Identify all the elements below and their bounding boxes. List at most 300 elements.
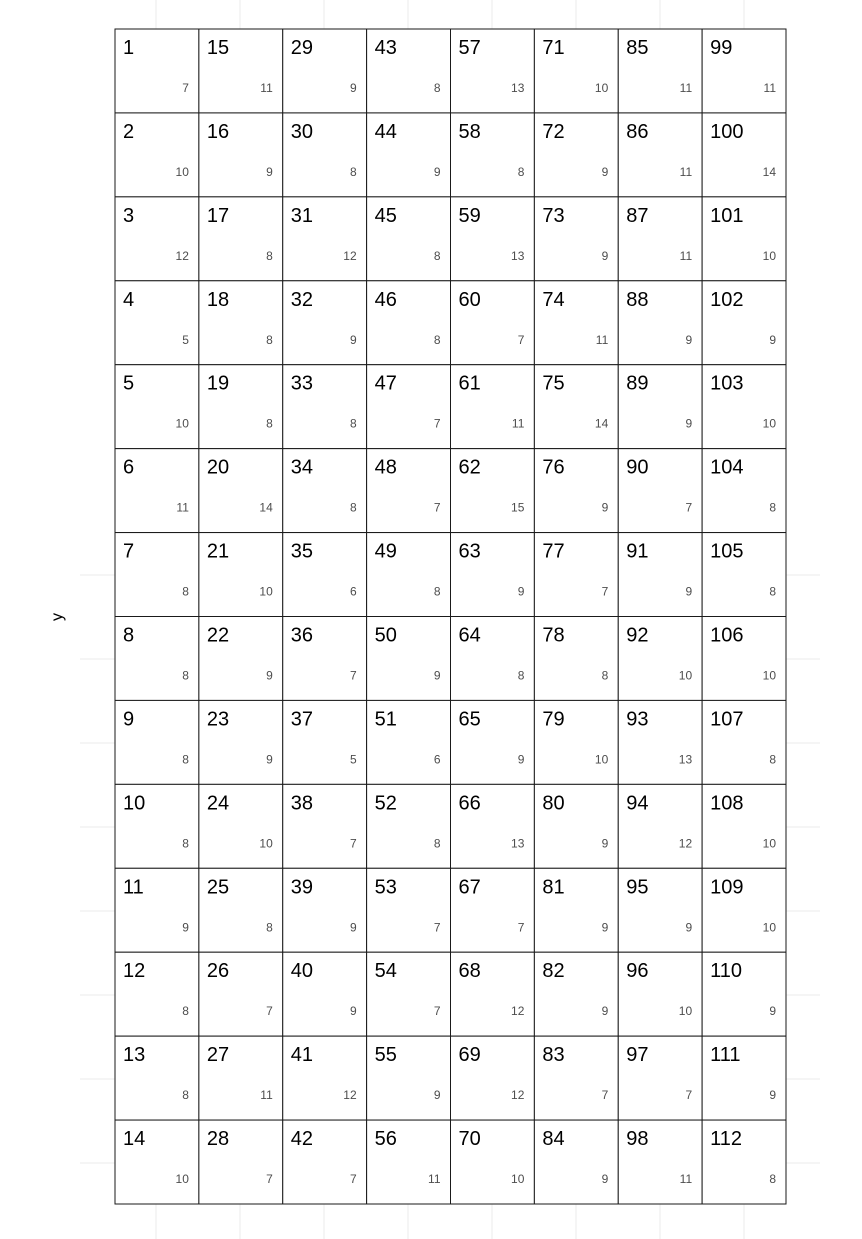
tile-label: 92 bbox=[626, 624, 649, 647]
tile-label: 21 bbox=[206, 540, 230, 563]
tile-label: 106 bbox=[710, 624, 744, 647]
tile bbox=[534, 113, 618, 197]
tile-count: 10 bbox=[511, 1172, 525, 1187]
tile-label: 33 bbox=[290, 372, 313, 395]
tile-count: 8 bbox=[266, 416, 273, 431]
tile bbox=[451, 784, 535, 868]
tile bbox=[702, 281, 786, 365]
tile-count: 9 bbox=[349, 332, 357, 347]
tile-label: 17 bbox=[206, 204, 230, 227]
tile-label: 13 bbox=[123, 1044, 146, 1067]
tile-label: 19 bbox=[206, 372, 230, 395]
tile-label: 79 bbox=[542, 708, 565, 731]
tile-count: 10 bbox=[678, 668, 693, 683]
tile bbox=[199, 1036, 283, 1120]
tile-count: 9 bbox=[601, 1004, 609, 1019]
tile bbox=[534, 1120, 618, 1204]
tile-label: 64 bbox=[458, 624, 481, 647]
tile bbox=[199, 365, 283, 449]
tile-count: 8 bbox=[182, 1004, 189, 1019]
tile bbox=[618, 113, 702, 197]
tile-label: 51 bbox=[374, 708, 397, 731]
tile-count: 10 bbox=[175, 164, 189, 179]
tile-label: 29 bbox=[290, 37, 313, 59]
tile bbox=[451, 533, 535, 617]
tile-count: 7 bbox=[433, 416, 441, 431]
tile-count: 11 bbox=[260, 81, 273, 95]
tile-label: 61 bbox=[458, 372, 481, 395]
tile-count: 8 bbox=[349, 416, 357, 431]
tile bbox=[115, 784, 199, 868]
tile bbox=[283, 784, 367, 868]
tile-count: 8 bbox=[266, 332, 273, 347]
tile-count: 11 bbox=[679, 1172, 693, 1187]
tile-count: 11 bbox=[679, 248, 693, 263]
tile-label: 94 bbox=[626, 792, 649, 815]
tile bbox=[618, 365, 702, 449]
tile-label: 34 bbox=[290, 456, 313, 479]
tile bbox=[618, 449, 702, 533]
tile bbox=[702, 700, 786, 784]
tile-count: 8 bbox=[433, 332, 441, 347]
tile-label: 32 bbox=[290, 288, 313, 311]
tile-label: 102 bbox=[710, 288, 744, 311]
tile bbox=[199, 113, 283, 197]
tile-count: 9 bbox=[601, 500, 609, 515]
tile-count: 8 bbox=[517, 164, 525, 179]
tile-count: 9 bbox=[433, 668, 441, 683]
tile-label: 112 bbox=[710, 1128, 743, 1151]
tile bbox=[199, 449, 283, 533]
tile-count: 12 bbox=[511, 1088, 525, 1103]
tile-count: 5 bbox=[349, 752, 357, 767]
tile-count: 7 bbox=[266, 1004, 273, 1019]
tile bbox=[618, 700, 702, 784]
tiles bbox=[115, 29, 786, 1204]
tile-label: 48 bbox=[374, 456, 397, 479]
tile-label: 103 bbox=[710, 372, 744, 395]
tile bbox=[283, 281, 367, 365]
tile-label: 97 bbox=[626, 1044, 649, 1067]
tile-label: 71 bbox=[542, 37, 565, 59]
tile-label: 58 bbox=[458, 120, 481, 143]
tile bbox=[115, 365, 199, 449]
tile-label: 39 bbox=[290, 876, 313, 899]
tile bbox=[283, 1036, 367, 1120]
tile-count: 9 bbox=[685, 416, 693, 431]
tile-count: 8 bbox=[349, 500, 357, 515]
tile-label: 56 bbox=[374, 1128, 397, 1151]
tile-count: 9 bbox=[601, 1172, 609, 1187]
tile-count: 8 bbox=[769, 500, 776, 515]
tile bbox=[115, 1120, 199, 1204]
tile-count: 7 bbox=[349, 668, 357, 683]
tile-label: 3 bbox=[123, 204, 135, 227]
tile-label: 2 bbox=[123, 120, 135, 143]
tile-count: 8 bbox=[182, 668, 189, 683]
tile-label: 93 bbox=[626, 708, 649, 731]
tile-label: 4 bbox=[123, 288, 135, 311]
tile bbox=[115, 617, 199, 701]
tile bbox=[367, 1036, 451, 1120]
tile bbox=[199, 868, 283, 952]
tile bbox=[702, 952, 786, 1036]
tile bbox=[367, 29, 451, 113]
tile-count: 7 bbox=[349, 1172, 357, 1187]
tile-label: 28 bbox=[206, 1128, 230, 1151]
tile-count: 8 bbox=[349, 164, 357, 179]
tile-label: 40 bbox=[290, 960, 313, 983]
tile-label: 89 bbox=[626, 372, 649, 395]
tile bbox=[199, 700, 283, 784]
tile bbox=[618, 784, 702, 868]
tile-count: 9 bbox=[601, 248, 609, 263]
tile-label: 44 bbox=[374, 120, 397, 143]
tile bbox=[702, 113, 786, 197]
tile bbox=[283, 449, 367, 533]
tile-label: 7 bbox=[123, 540, 135, 563]
tile bbox=[618, 868, 702, 952]
tile-label: 30 bbox=[290, 120, 313, 143]
tile bbox=[451, 1120, 535, 1204]
tile-count: 9 bbox=[433, 164, 441, 179]
tile-count: 8 bbox=[182, 1088, 189, 1103]
tile-count: 7 bbox=[433, 920, 441, 935]
tile-count: 7 bbox=[266, 1172, 273, 1187]
tile-label: 90 bbox=[626, 456, 649, 479]
tile-count: 9 bbox=[685, 920, 693, 935]
tile-count: 13 bbox=[678, 752, 693, 767]
tile-label: 86 bbox=[626, 120, 649, 143]
tile bbox=[534, 617, 618, 701]
tile-count: 12 bbox=[678, 836, 693, 851]
tile bbox=[534, 952, 618, 1036]
tile-count: 8 bbox=[769, 584, 776, 599]
tile-count: 9 bbox=[517, 752, 525, 767]
tile-count: 10 bbox=[762, 836, 776, 851]
tile-count: 11 bbox=[511, 416, 525, 431]
tile bbox=[534, 700, 618, 784]
tile-label: 69 bbox=[458, 1044, 481, 1067]
tile-count: 6 bbox=[433, 752, 441, 767]
tile bbox=[199, 617, 283, 701]
tile-count: 9 bbox=[769, 1004, 776, 1019]
tile bbox=[534, 449, 618, 533]
tile-label: 66 bbox=[458, 792, 481, 815]
tile bbox=[702, 449, 786, 533]
tile-count: 9 bbox=[266, 164, 273, 179]
tile-label: 76 bbox=[542, 456, 565, 479]
tile bbox=[199, 1120, 283, 1204]
tile-label: 74 bbox=[542, 288, 565, 311]
tile-label: 95 bbox=[626, 876, 649, 899]
tile-label: 91 bbox=[626, 540, 649, 563]
tile-count: 12 bbox=[343, 1088, 357, 1103]
tile-count: 8 bbox=[433, 248, 441, 263]
tile-count: 7 bbox=[182, 81, 189, 95]
tile bbox=[451, 365, 535, 449]
tile-count: 10 bbox=[175, 416, 189, 431]
tile bbox=[115, 952, 199, 1036]
tile-label: 26 bbox=[206, 960, 230, 983]
tile-count: 14 bbox=[762, 164, 776, 179]
tile-label: 18 bbox=[206, 288, 230, 311]
tile-count: 9 bbox=[349, 81, 357, 95]
tile bbox=[367, 113, 451, 197]
tile bbox=[115, 197, 199, 281]
tile-label: 101 bbox=[710, 204, 744, 227]
tile bbox=[199, 197, 283, 281]
tile-label: 38 bbox=[290, 792, 313, 815]
tile bbox=[115, 1036, 199, 1120]
tile-label: 75 bbox=[542, 372, 565, 395]
tile-label: 81 bbox=[542, 876, 565, 899]
tile-count: 10 bbox=[762, 248, 776, 263]
tile-count: 10 bbox=[259, 836, 273, 851]
tile-label: 105 bbox=[710, 540, 744, 563]
tile-label: 22 bbox=[206, 624, 230, 647]
tile bbox=[367, 1120, 451, 1204]
tile-label: 45 bbox=[374, 204, 397, 227]
tile bbox=[115, 868, 199, 952]
tile-label: 80 bbox=[542, 792, 565, 815]
tile-label: 87 bbox=[626, 204, 649, 227]
tile bbox=[283, 952, 367, 1036]
tile bbox=[367, 868, 451, 952]
tile bbox=[534, 784, 618, 868]
tile bbox=[367, 365, 451, 449]
tile bbox=[618, 197, 702, 281]
tile bbox=[451, 952, 535, 1036]
tile-label: 14 bbox=[123, 1128, 146, 1151]
tile-label: 23 bbox=[206, 708, 230, 731]
tile-count: 12 bbox=[175, 248, 189, 263]
tile-label: 43 bbox=[374, 37, 397, 59]
tile bbox=[283, 533, 367, 617]
tile-count: 10 bbox=[762, 668, 776, 683]
tile-count: 8 bbox=[182, 836, 189, 851]
tile-count: 8 bbox=[433, 81, 441, 95]
tile-label: 5 bbox=[123, 372, 135, 395]
tile-label: 55 bbox=[374, 1044, 397, 1067]
tile bbox=[702, 365, 786, 449]
tile bbox=[283, 617, 367, 701]
tile-label: 20 bbox=[206, 456, 230, 479]
tile-label: 72 bbox=[542, 120, 565, 143]
tile-count: 8 bbox=[769, 752, 776, 767]
tile-count: 8 bbox=[517, 668, 525, 683]
tile bbox=[702, 1120, 786, 1204]
tile-label: 46 bbox=[374, 288, 397, 311]
tile-label: 36 bbox=[290, 624, 313, 647]
tile bbox=[199, 281, 283, 365]
tile bbox=[618, 617, 702, 701]
tile-label: 8 bbox=[123, 624, 135, 647]
tile bbox=[534, 1036, 618, 1120]
tile bbox=[618, 1036, 702, 1120]
tile-label: 109 bbox=[710, 876, 744, 899]
tile bbox=[199, 784, 283, 868]
tile-label: 24 bbox=[206, 792, 230, 815]
tile-count: 13 bbox=[511, 836, 525, 851]
tile-label: 65 bbox=[458, 708, 481, 731]
tile-count: 13 bbox=[511, 81, 525, 95]
tile bbox=[451, 1036, 535, 1120]
tile bbox=[451, 700, 535, 784]
tile bbox=[534, 365, 618, 449]
tile bbox=[283, 868, 367, 952]
tile bbox=[283, 113, 367, 197]
tile-count: 11 bbox=[679, 164, 693, 179]
tile bbox=[534, 281, 618, 365]
tile-count: 12 bbox=[511, 1004, 525, 1019]
tile-count: 7 bbox=[601, 1088, 609, 1103]
tile bbox=[199, 29, 283, 113]
tile bbox=[618, 533, 702, 617]
tile-count: 7 bbox=[433, 1004, 441, 1019]
tile-count: 7 bbox=[517, 920, 525, 935]
tile-count: 9 bbox=[349, 920, 357, 935]
tile-count: 10 bbox=[594, 752, 609, 767]
tile-label: 88 bbox=[626, 288, 649, 311]
tile-count: 10 bbox=[594, 81, 609, 95]
tile-count: 8 bbox=[266, 248, 273, 263]
tile-count: 10 bbox=[678, 1004, 693, 1019]
tile-count: 9 bbox=[769, 1088, 776, 1103]
tile-label: 37 bbox=[290, 708, 313, 731]
tile-label: 82 bbox=[542, 960, 565, 983]
tile-label: 78 bbox=[542, 624, 565, 647]
y-axis-label: y bbox=[49, 613, 66, 621]
tile bbox=[534, 29, 618, 113]
tile-count: 9 bbox=[601, 920, 609, 935]
tile-count: 8 bbox=[182, 584, 189, 599]
tile-count: 8 bbox=[182, 752, 189, 767]
tile-label: 41 bbox=[290, 1044, 313, 1067]
tile bbox=[283, 700, 367, 784]
tile-label: 54 bbox=[374, 960, 397, 983]
tile-label: 83 bbox=[542, 1044, 565, 1067]
tile-label: 59 bbox=[458, 204, 481, 227]
tile-label: 108 bbox=[710, 792, 744, 815]
tile bbox=[283, 365, 367, 449]
tile-count: 5 bbox=[182, 332, 189, 347]
tile-label: 50 bbox=[374, 624, 397, 647]
tile-count: 9 bbox=[349, 1004, 357, 1019]
tile-label: 1 bbox=[123, 37, 135, 59]
tile bbox=[367, 952, 451, 1036]
tile bbox=[702, 868, 786, 952]
tile-label: 42 bbox=[290, 1128, 313, 1151]
tile-label: 68 bbox=[458, 960, 481, 983]
tile-label: 25 bbox=[206, 876, 230, 899]
tile bbox=[451, 281, 535, 365]
tile bbox=[367, 197, 451, 281]
tile bbox=[702, 29, 786, 113]
tile bbox=[367, 784, 451, 868]
tile bbox=[618, 952, 702, 1036]
tile bbox=[618, 281, 702, 365]
tile-count: 8 bbox=[433, 584, 441, 599]
tile-count: 9 bbox=[601, 836, 609, 851]
tile bbox=[451, 197, 535, 281]
tile bbox=[451, 113, 535, 197]
tile-label: 31 bbox=[290, 204, 313, 227]
tile-label: 16 bbox=[206, 120, 230, 143]
tile bbox=[451, 449, 535, 533]
tile bbox=[451, 29, 535, 113]
tile-count: 9 bbox=[266, 668, 273, 683]
tile-count: 11 bbox=[428, 1172, 441, 1187]
tile bbox=[618, 29, 702, 113]
tile-label: 60 bbox=[458, 288, 481, 311]
tile bbox=[367, 281, 451, 365]
tile bbox=[702, 197, 786, 281]
tile-count: 8 bbox=[601, 668, 609, 683]
tile-count: 13 bbox=[511, 248, 525, 263]
tile-count: 6 bbox=[349, 584, 357, 599]
tile-count: 7 bbox=[433, 500, 441, 515]
tile bbox=[367, 700, 451, 784]
tile-label: 111 bbox=[710, 1044, 741, 1067]
tile-count: 8 bbox=[769, 1172, 776, 1187]
tile-label: 96 bbox=[626, 960, 649, 983]
tile bbox=[115, 29, 199, 113]
tile-label: 62 bbox=[458, 456, 481, 479]
tile-count: 9 bbox=[685, 332, 693, 347]
tile-label: 73 bbox=[542, 204, 565, 227]
tile-count: 8 bbox=[433, 836, 441, 851]
tile-count: 14 bbox=[259, 500, 273, 515]
tile-label: 52 bbox=[374, 792, 397, 815]
tile-label: 104 bbox=[710, 456, 744, 479]
tile-label: 100 bbox=[710, 120, 744, 143]
tile-count: 7 bbox=[517, 332, 525, 347]
tile bbox=[367, 533, 451, 617]
tile-label: 84 bbox=[542, 1128, 565, 1151]
tile bbox=[534, 868, 618, 952]
tile bbox=[115, 449, 199, 533]
tile bbox=[702, 1036, 786, 1120]
tile-count: 10 bbox=[175, 1172, 189, 1187]
tile-count: 11 bbox=[679, 81, 693, 95]
tile-count: 9 bbox=[685, 584, 693, 599]
tile-label: 27 bbox=[206, 1044, 230, 1067]
tile-label: 99 bbox=[710, 37, 733, 59]
tile-count: 11 bbox=[595, 332, 609, 347]
tile-count: 9 bbox=[769, 332, 776, 347]
tile-count: 14 bbox=[594, 416, 609, 431]
tile-count: 11 bbox=[763, 81, 776, 95]
tile-count: 15 bbox=[511, 500, 525, 515]
tile-label: 110 bbox=[710, 960, 743, 983]
tile-count: 9 bbox=[517, 584, 525, 599]
tile-label: 98 bbox=[626, 1128, 649, 1151]
tile bbox=[702, 784, 786, 868]
tile-count: 7 bbox=[685, 500, 693, 515]
tile-count: 12 bbox=[343, 248, 357, 263]
tile-label: 11 bbox=[123, 876, 144, 899]
tile-count: 10 bbox=[259, 584, 273, 599]
tile bbox=[367, 617, 451, 701]
tile bbox=[283, 1120, 367, 1204]
tile bbox=[367, 449, 451, 533]
tile-label: 77 bbox=[542, 540, 565, 563]
tile-label: 10 bbox=[123, 792, 146, 815]
tile bbox=[115, 113, 199, 197]
tile-label: 6 bbox=[123, 456, 135, 479]
tile-count: 9 bbox=[601, 164, 609, 179]
